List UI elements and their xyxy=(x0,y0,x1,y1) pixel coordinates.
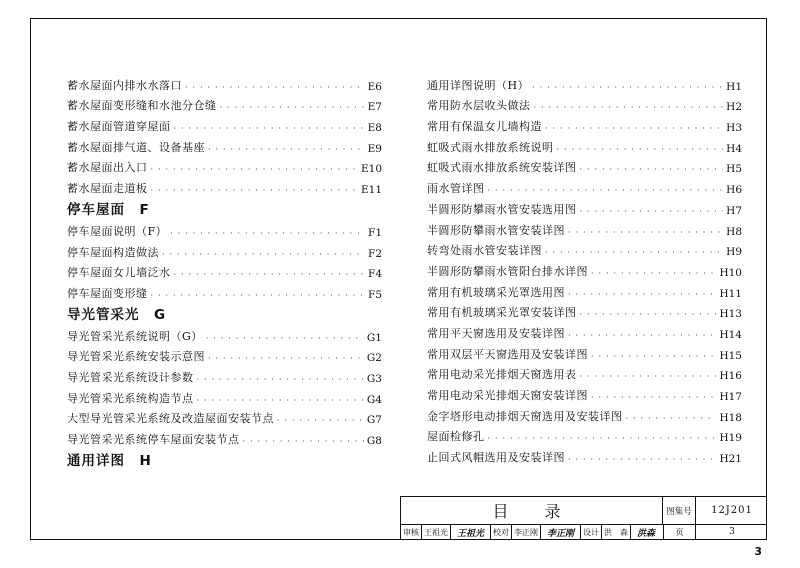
dot-leader xyxy=(591,392,716,403)
toc-entry[interactable] xyxy=(427,382,742,403)
title-block-title: 目 录 xyxy=(401,497,663,524)
toc-entry-page-code: H10 xyxy=(719,266,742,279)
page-label: 页 xyxy=(663,524,696,540)
toc-entry-page-code: H13 xyxy=(719,308,742,321)
toc-entry-title: 屋面检修孔 xyxy=(427,430,485,444)
toc-entry-title: 常用有机玻璃采光罩安装详图 xyxy=(427,306,577,320)
toc-entry-title: 停车屋面女儿墙泛水 xyxy=(67,266,171,280)
toc-entry[interactable] xyxy=(427,424,742,445)
toc-entry-title: 虹吸式雨水排放系统说明 xyxy=(427,140,554,154)
dot-leader xyxy=(151,185,358,196)
dot-leader xyxy=(568,454,716,465)
dot-leader xyxy=(208,144,365,155)
toc-entry[interactable] xyxy=(427,217,742,238)
toc-entry-page-code: F4 xyxy=(368,268,382,281)
toc-entry[interactable] xyxy=(67,93,382,114)
toc-entry-title: 通用详图说明（H） xyxy=(427,78,530,92)
toc-entry-title: 导光管采光系统构造节点 xyxy=(67,391,194,405)
proof-label: 校对 xyxy=(491,524,512,540)
toc-entry-page-code: H5 xyxy=(726,163,742,176)
toc-entry-page-code: G4 xyxy=(366,393,382,406)
section-heading: 停车屋面 F xyxy=(67,202,150,219)
toc-entry-page-code: E6 xyxy=(367,80,382,93)
dot-leader xyxy=(243,436,364,447)
toc-entry-title: 常用防水层收头做法 xyxy=(427,99,531,113)
toc-entry-title: 金字塔形电动排烟天窗选用及安装详图 xyxy=(427,409,623,423)
toc-entry-page-code: E10 xyxy=(360,163,382,176)
section-heading: 通用详图 H xyxy=(67,453,152,469)
toc-entry-title: 导光管采光系统设计参数 xyxy=(67,370,194,384)
dot-leader xyxy=(174,269,366,280)
toc-entry-page-code: H16 xyxy=(719,370,742,383)
design-label: 设计 xyxy=(581,524,602,540)
toc-entry-title: 停车屋面变形缝 xyxy=(67,286,148,300)
toc-entry-title: 常用电动采光排烟天窗安装详图 xyxy=(427,389,588,402)
toc-entry-title: 半圆形防攀雨水管阳台排水详图 xyxy=(427,264,588,278)
toc-entry[interactable] xyxy=(67,280,382,301)
toc-entry-page-code: H17 xyxy=(719,391,742,403)
toc-entry-title: 转弯处雨水管安装详图 xyxy=(427,244,542,258)
toc-entry[interactable] xyxy=(427,320,742,341)
atlas-number-label: 图集号 xyxy=(663,497,696,524)
dot-leader xyxy=(197,395,364,406)
toc-entry-title: 常用平天窗选用及安装详图 xyxy=(427,326,565,340)
dot-leader xyxy=(568,330,716,341)
toc-entry[interactable] xyxy=(427,113,742,134)
toc-entry[interactable] xyxy=(427,196,742,217)
dot-leader xyxy=(488,433,717,444)
toc-entry-page-code: H15 xyxy=(719,349,742,362)
dot-leader xyxy=(568,227,723,238)
dot-leader xyxy=(591,268,716,279)
toc-entry[interactable] xyxy=(67,260,382,281)
toc-entry[interactable] xyxy=(427,403,742,424)
toc-entry-page-code: E9 xyxy=(367,142,382,155)
dot-leader xyxy=(170,228,365,239)
dot-leader xyxy=(580,371,717,382)
toc-entry[interactable] xyxy=(67,426,382,447)
toc-entry-page-code: E8 xyxy=(367,122,382,135)
toc-entry[interactable] xyxy=(67,406,382,427)
design-signature: 洪森 xyxy=(637,528,656,539)
toc-entry-page-code: H7 xyxy=(726,204,742,217)
toc-entry-page-code: H9 xyxy=(726,246,742,259)
toc-entry[interactable] xyxy=(427,444,742,465)
toc-entry-page-code: H2 xyxy=(726,101,742,114)
toc-entry-title: 蓄水屋面排气道、设备基座 xyxy=(67,140,205,154)
toc-entry[interactable] xyxy=(67,72,382,93)
toc-entry-title: 常用有机玻璃采光罩选用图 xyxy=(427,285,565,299)
dot-leader xyxy=(277,415,364,426)
dot-leader xyxy=(206,333,364,344)
review-name: 王祖光 xyxy=(422,524,451,540)
dot-leader xyxy=(626,413,717,424)
toc-entry-page-code: E7 xyxy=(367,101,382,114)
toc-entry-title: 蓄水屋面内排水水落口 xyxy=(67,78,182,92)
toc-entry[interactable] xyxy=(427,341,742,362)
toc-entry[interactable] xyxy=(67,364,382,385)
dot-leader xyxy=(174,123,365,134)
proof-signature: 李正刚 xyxy=(541,524,581,540)
toc-entry-title: 导光管采光系统安装示意图 xyxy=(67,350,205,364)
toc-entry[interactable] xyxy=(427,175,742,196)
dot-leader xyxy=(488,185,724,196)
dot-leader xyxy=(197,374,364,385)
toc-entry[interactable] xyxy=(67,239,382,260)
proof-name: 李正刚 xyxy=(512,524,541,540)
toc-entry-title: 雨水管详图 xyxy=(427,182,485,196)
toc-entry-page-code: H3 xyxy=(726,122,742,135)
toc-entry[interactable] xyxy=(67,385,382,406)
toc-entry-page-code: G8 xyxy=(366,435,382,447)
toc-entry-page-code: H19 xyxy=(719,432,742,445)
toc-entry-title: 停车屋面构造做法 xyxy=(67,245,159,259)
toc-entry-title: 蓄水屋面管道穿屋面 xyxy=(67,120,171,134)
dot-leader xyxy=(545,123,723,134)
dot-leader xyxy=(220,102,365,113)
toc-entry[interactable] xyxy=(427,258,742,279)
toc-entry-page-code: F1 xyxy=(368,226,382,239)
toc-entry[interactable] xyxy=(67,323,382,344)
dot-leader xyxy=(532,82,723,93)
toc-entry-page-code: H8 xyxy=(726,225,742,238)
section-heading: 导光管采光 G xyxy=(67,306,167,323)
dot-leader xyxy=(151,290,366,301)
toc-entry-title: 常用电动采光排烟天窗选用表 xyxy=(427,368,577,382)
dot-leader xyxy=(568,289,716,300)
toc-entry[interactable] xyxy=(427,238,742,259)
toc-entry-page-code: H14 xyxy=(719,328,742,341)
toc-entry[interactable] xyxy=(427,72,742,93)
toc-entry-page-code: F2 xyxy=(368,247,382,260)
toc-right-column xyxy=(427,72,742,465)
toc-entry-title: 蓄水屋面变形缝和水池分仓缝 xyxy=(67,99,217,113)
toc-entry[interactable] xyxy=(67,344,382,365)
toc-entry-title: 常用双层平天窗选用及安装详图 xyxy=(427,347,588,361)
toc-entry-page-code: H1 xyxy=(726,80,742,93)
title-block xyxy=(400,496,767,540)
toc-entry[interactable] xyxy=(427,362,742,383)
signature-strip xyxy=(401,524,663,540)
toc-entry-page-code: H18 xyxy=(719,411,742,424)
toc-entry-title: 大型导光管采光系统及改造屋面安装节点 xyxy=(67,412,274,426)
toc-entry-page-code: H6 xyxy=(726,184,742,197)
page-value: 3 xyxy=(729,527,735,537)
dot-leader xyxy=(545,247,723,258)
dot-leader xyxy=(557,144,724,155)
toc-entry-title: 蓄水屋面走道板 xyxy=(67,182,148,196)
dot-leader xyxy=(580,309,717,320)
dot-leader xyxy=(151,164,358,175)
page-number: 3 xyxy=(754,545,762,558)
toc-entry[interactable] xyxy=(67,134,382,155)
dot-leader xyxy=(591,351,716,362)
toc-entry-page-code: G1 xyxy=(366,331,382,344)
toc-entry-title: 虹吸式雨水排放系统安装详图 xyxy=(427,161,577,175)
toc-entry-page-code: H21 xyxy=(719,453,742,466)
toc-entry[interactable] xyxy=(67,175,382,196)
atlas-number: 12J201 xyxy=(711,505,753,516)
toc-entry-page-code: G2 xyxy=(366,352,382,365)
toc-entry-page-code: H11 xyxy=(719,287,742,300)
toc-entry[interactable] xyxy=(427,93,742,114)
toc-entry-page-code: H4 xyxy=(726,142,742,155)
toc-entry[interactable] xyxy=(67,113,382,134)
toc-entry-title: 半圆形防攀雨水管安装选用图 xyxy=(427,202,577,216)
toc-entry[interactable] xyxy=(427,134,742,155)
dot-leader xyxy=(580,164,724,175)
toc-entry[interactable] xyxy=(427,279,742,300)
toc-entry-title: 蓄水屋面出入口 xyxy=(67,161,148,175)
dot-leader xyxy=(185,82,365,93)
toc-entry-title: 导光管采光系统说明（G） xyxy=(67,329,203,343)
toc-entry[interactable] xyxy=(67,155,382,176)
toc-entry[interactable] xyxy=(427,155,742,176)
toc-entry-title: 常用有保温女儿墙构造 xyxy=(427,120,542,134)
toc-entry-title: 止回式风帽选用及安装详图 xyxy=(427,451,565,465)
review-signature: 王祖光 xyxy=(451,524,491,540)
toc-entry-page-code: G7 xyxy=(366,414,382,427)
dot-leader xyxy=(208,353,364,364)
toc-entry-title: 半圆形防攀雨水管安装详图 xyxy=(427,223,565,237)
toc-left-column xyxy=(67,72,382,469)
dot-leader xyxy=(162,249,365,260)
toc-entry-title: 停车屋面说明（F） xyxy=(67,224,168,238)
dot-leader xyxy=(534,102,724,113)
review-label: 审核 xyxy=(401,524,422,540)
toc-entry-page-code: F5 xyxy=(368,288,382,301)
dot-leader xyxy=(580,206,724,217)
toc-entry-page-code: E11 xyxy=(360,184,382,197)
toc-entry-page-code: G3 xyxy=(366,372,382,385)
toc-entry[interactable] xyxy=(67,218,382,239)
toc-entry[interactable] xyxy=(427,300,742,321)
toc-entry-title: 导光管采光系统停车屋面安装节点 xyxy=(67,433,240,446)
design-name: 洪 森 xyxy=(602,524,631,540)
